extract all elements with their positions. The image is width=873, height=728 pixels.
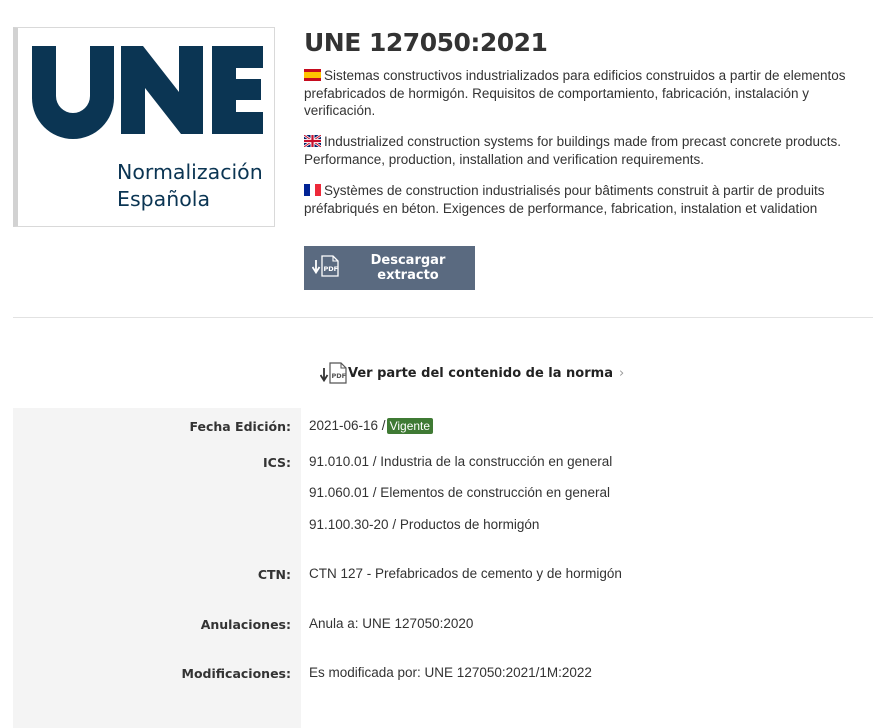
standard-code-title: UNE 127050:2021 [304,28,548,57]
title-spanish [304,67,849,119]
title-french-text: Systèmes de construction industrialisés pour bâtiments construit à partir de produits préfabriqués en béton. Exigences de performance, fabrication, instalation et validation [304,183,825,216]
anulaciones-label: Anulaciones: [200,617,291,632]
flag-uk-icon [304,134,321,151]
ctn-value[interactable]: CTN 127 - Prefabricados de cemento y de hormigón [309,566,622,581]
status-badge: Vigente [387,418,433,434]
download-extract-button[interactable] [304,246,475,290]
section-divider [13,317,873,318]
title-spanish-text: Sistemas constructivos industrializados para edificios construidos a partir de elementos prefabricados de hormigón. Requisitos de comportamiento, fabricación, instalación y verificación. [304,68,846,118]
une-logo-graphic [18,28,280,228]
pdf-download-icon [312,254,340,282]
download-extract-label: Descargar extracto [370,253,446,283]
view-content-label: Ver parte del contenido de la norma [348,365,613,381]
title-english-text: Industrialized construction systems for buildings made from precast concrete products. Performance, production, installation and verification requirements. [304,134,841,167]
une-logo [13,27,275,227]
logo-line2: Española [117,187,211,211]
flag-france-icon [304,183,321,200]
ics-item[interactable]: 91.010.01 / Industria de la construcción en general [309,454,613,469]
ics-label: ICS: [262,455,291,470]
ics-item[interactable]: 91.060.01 / Elementos de construcción en general [309,485,610,500]
modificaciones-value[interactable]: Es modificada por: UNE 127050:2021/1M:2022 [309,665,592,680]
chevron-right-icon: › [618,365,625,381]
title-english [304,133,849,168]
title-french [304,182,849,217]
view-content-link[interactable] [320,361,624,385]
ctn-label: CTN: [257,567,291,582]
fecha-edicion-value [309,418,433,434]
flag-spain-icon [304,68,321,85]
svg-text:PDF: PDF [323,265,339,273]
pdf-view-icon [320,361,348,385]
svg-text:PDF: PDF [331,372,347,380]
ics-item[interactable]: 91.100.30-20 / Productos de hormigón [309,517,540,532]
fecha-edicion-label: Fecha Edición: [189,419,291,434]
fecha-edicion-date: 2021-06-16 / [309,418,386,433]
modificaciones-label: Modificaciones: [181,666,291,681]
anulaciones-value[interactable]: Anula a: UNE 127050:2020 [309,616,474,631]
logo-line1: Normalización [117,160,263,184]
